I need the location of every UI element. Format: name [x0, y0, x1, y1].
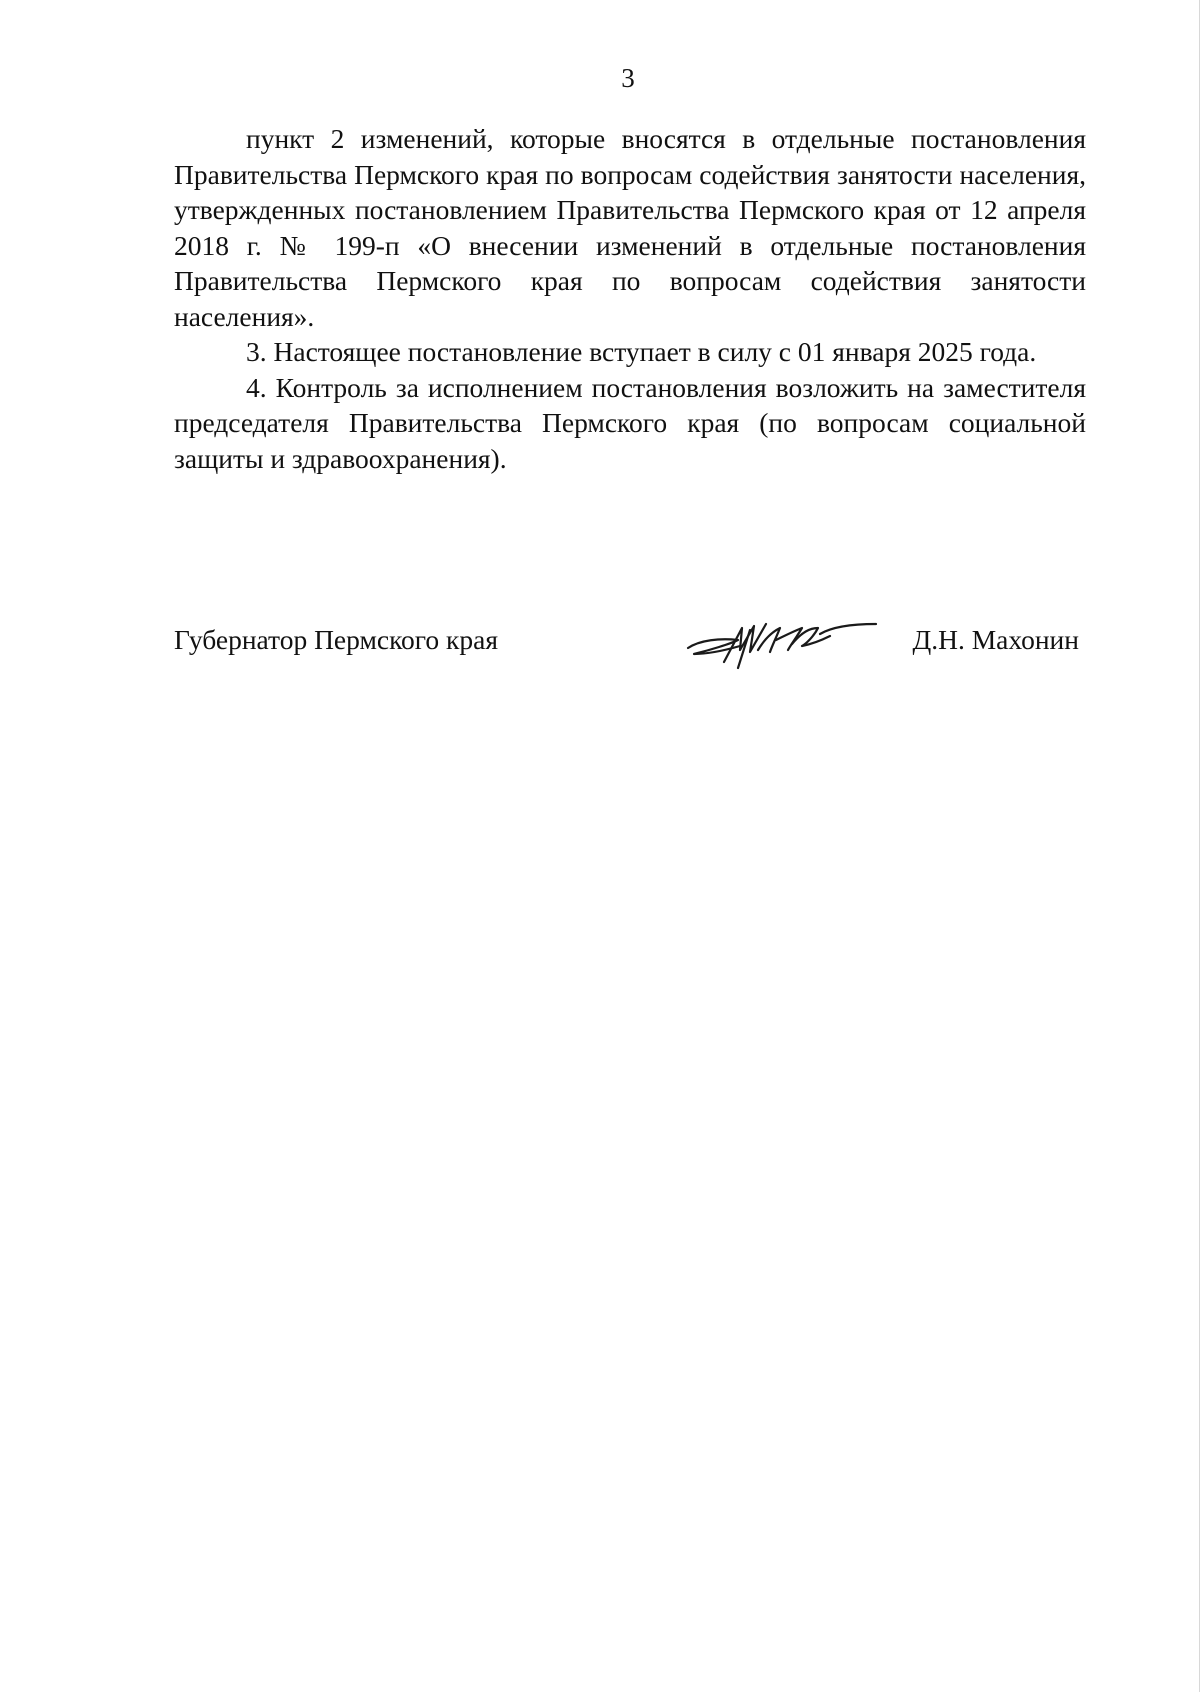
signature-block — [174, 610, 1079, 670]
paragraph-control: 4. Контроль за исполнением постановления возложить на заместителя председателя Правительства Пермского края (по вопросам социальной защиты и здравоохранения). — [174, 371, 1086, 474]
paragraph-item-2-continuation: пункт 2 изменений, которые вносятся в отдельные постановления Правительства Пермского края по вопросам содействия занятости населения, утвержденных постановлением Правительства Пермского края от 12 апреля 2018 г. № 199-п «О внесении изменений в отдельные постановления Правительства Пермского края по вопросам содействия занятости населения». — [174, 123, 1086, 332]
handwritten-signature — [680, 610, 880, 672]
signatory-name: Д.Н. Махонин — [912, 624, 1079, 655]
document-body — [174, 121, 1086, 476]
paragraph-effective-date: 3. Настоящее постановление вступает в силу с 01 января 2025 года. — [246, 336, 1037, 367]
signatory-title: Губернатор Пермского края — [174, 624, 498, 655]
page-number: 3 — [621, 63, 635, 93]
